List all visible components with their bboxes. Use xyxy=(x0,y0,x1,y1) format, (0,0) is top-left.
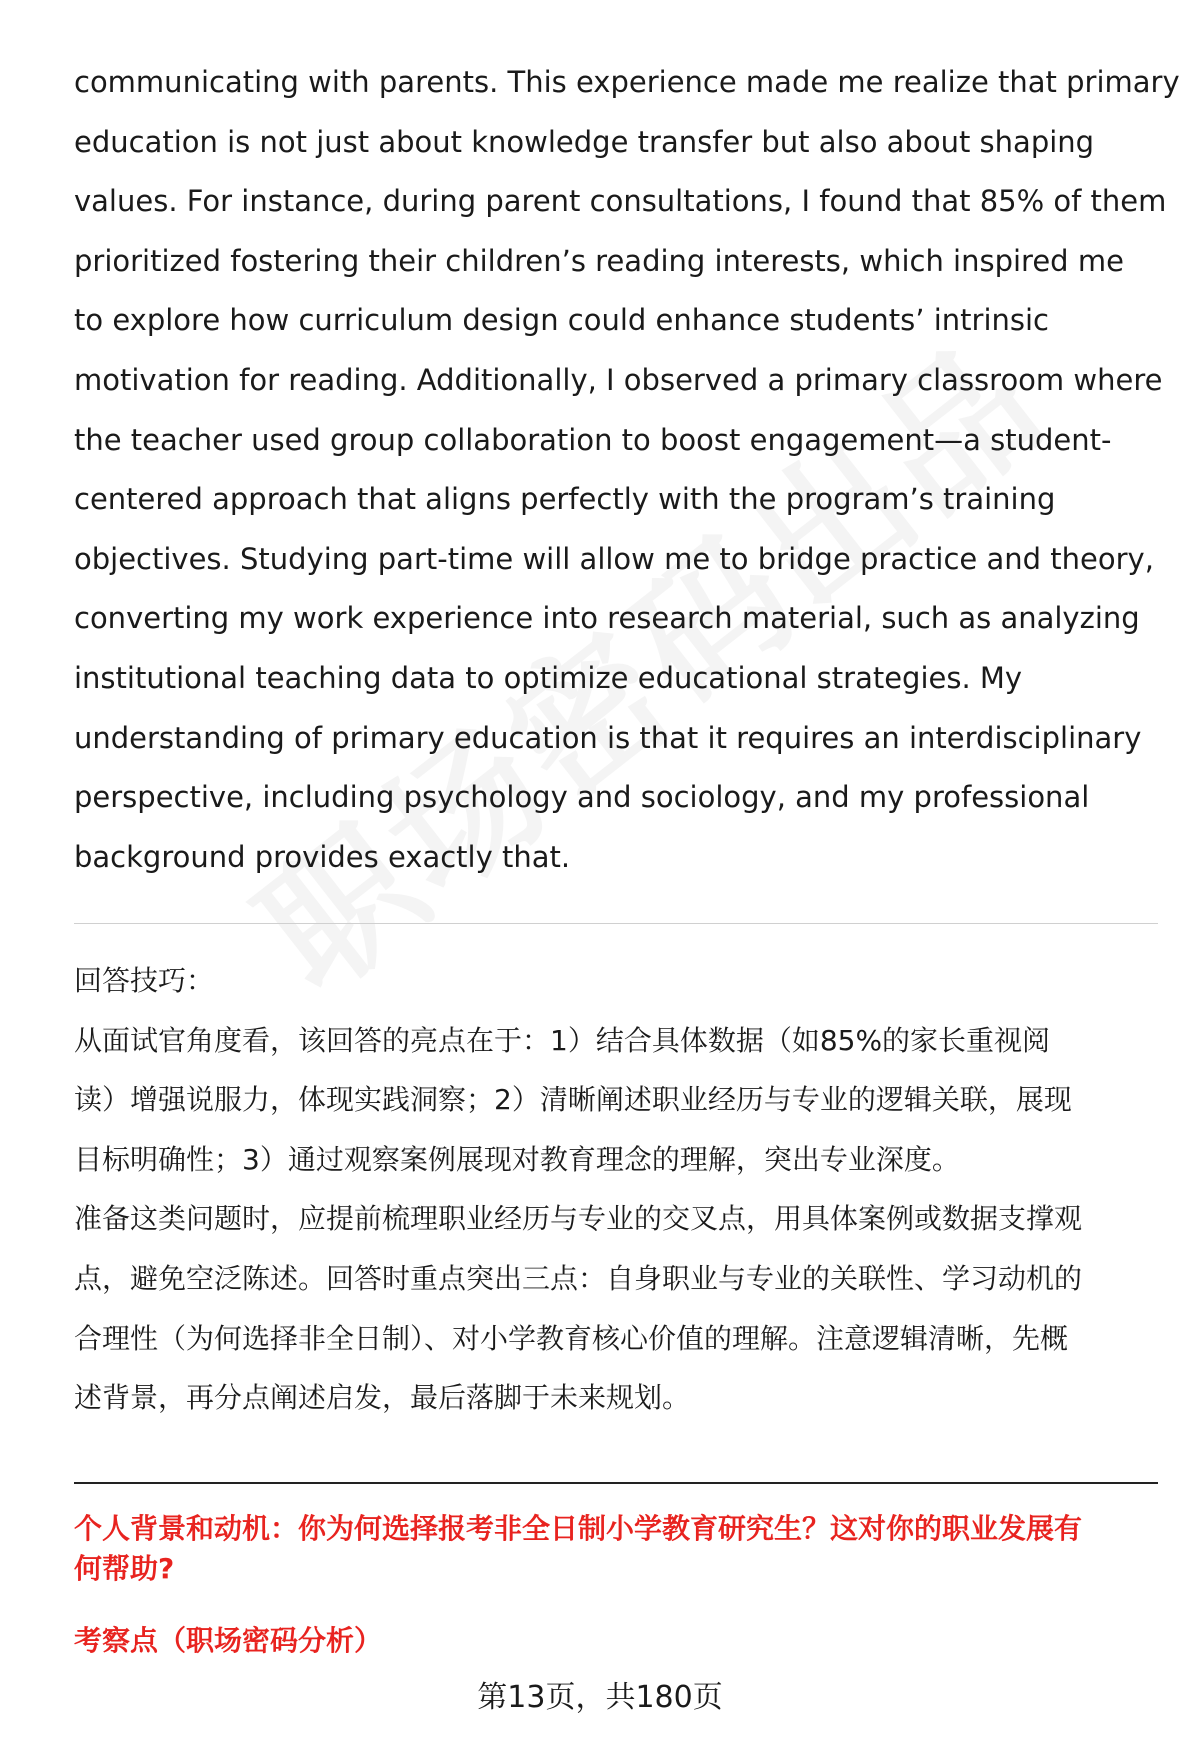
answer-line: the teacher used group collaboration to boost engagement—a student- xyxy=(74,422,1112,457)
tips-line: 合理性（为何选择非全日制）、对小学教育核心价值的理解。注意逻辑清晰，先概 xyxy=(74,1321,1069,1355)
question-divider xyxy=(74,1482,1158,1484)
answer-line: education is not just about knowledge transfer but also about shaping xyxy=(74,124,1095,159)
answer-line: values. For instance, during parent consultations, I found that 85% of them xyxy=(74,184,1167,219)
question-title xyxy=(74,1509,1158,1589)
tips-line: 从面试官角度看，该回答的亮点在于：1）结合具体数据（如85%的家长重视阅 xyxy=(74,1023,1051,1057)
tips-line: 准备这类问题时，应提前梳理职业经历与专业的交叉点，用具体案例或数据支撑观 xyxy=(74,1202,1083,1236)
answer-line: communicating with parents. This experience made me realize that primary xyxy=(74,65,1180,99)
tips-heading: 回答技巧： xyxy=(74,964,215,997)
answer-paragraph xyxy=(74,53,1180,887)
section-divider xyxy=(74,923,1158,924)
answer-line: background provides exactly that. xyxy=(74,839,571,874)
answer-line: prioritized fostering their children’s reading interests, which inspired me xyxy=(74,243,1124,278)
question-line: 个人背景和动机：你为何选择报考非全日制小学教育研究生？这对你的职业发展有 xyxy=(74,1512,1083,1545)
tips-line: 点，避免空泛陈述。回答时重点突出三点：自身职业与专业的关联性、学习动机的 xyxy=(74,1261,1083,1295)
answer-line: centered approach that aligns perfectly with the program’s training xyxy=(74,482,1056,517)
answer-line: converting my work experience into research material, such as analyzing xyxy=(74,601,1140,636)
answer-line: motivation for reading. Additionally, I observed a primary classroom where xyxy=(74,362,1163,397)
tips-line: 目标明确性；3）通过观察案例展现对教育理念的理解，突出专业深度。 xyxy=(74,1142,960,1176)
answer-line: objectives. Studying part-time will allow me to bridge practice and theory, xyxy=(74,541,1154,576)
tips-line: 读）增强说服力，体现实践洞察；2）清晰阐述职业经历与专业的逻辑关联，展现 xyxy=(74,1083,1072,1117)
question-line: 何帮助? xyxy=(74,1552,175,1585)
answer-line: institutional teaching data to optimize educational strategies. My xyxy=(74,660,1023,695)
answer-tips xyxy=(74,951,1158,1428)
answer-line: to explore how curriculum design could enhance students’ intrinsic xyxy=(74,303,1049,338)
answer-line: perspective, including psychology and sociology, and my professional xyxy=(74,780,1090,815)
answer-line: understanding of primary education is that it requires an interdisciplinary xyxy=(74,720,1142,755)
tips-line: 述背景，再分点阐述启发，最后落脚于未来规划。 xyxy=(74,1381,691,1415)
page-number: 第13页，共180页 xyxy=(477,1680,723,1715)
section-heading: 考察点（职场密码分析） xyxy=(74,1624,383,1657)
